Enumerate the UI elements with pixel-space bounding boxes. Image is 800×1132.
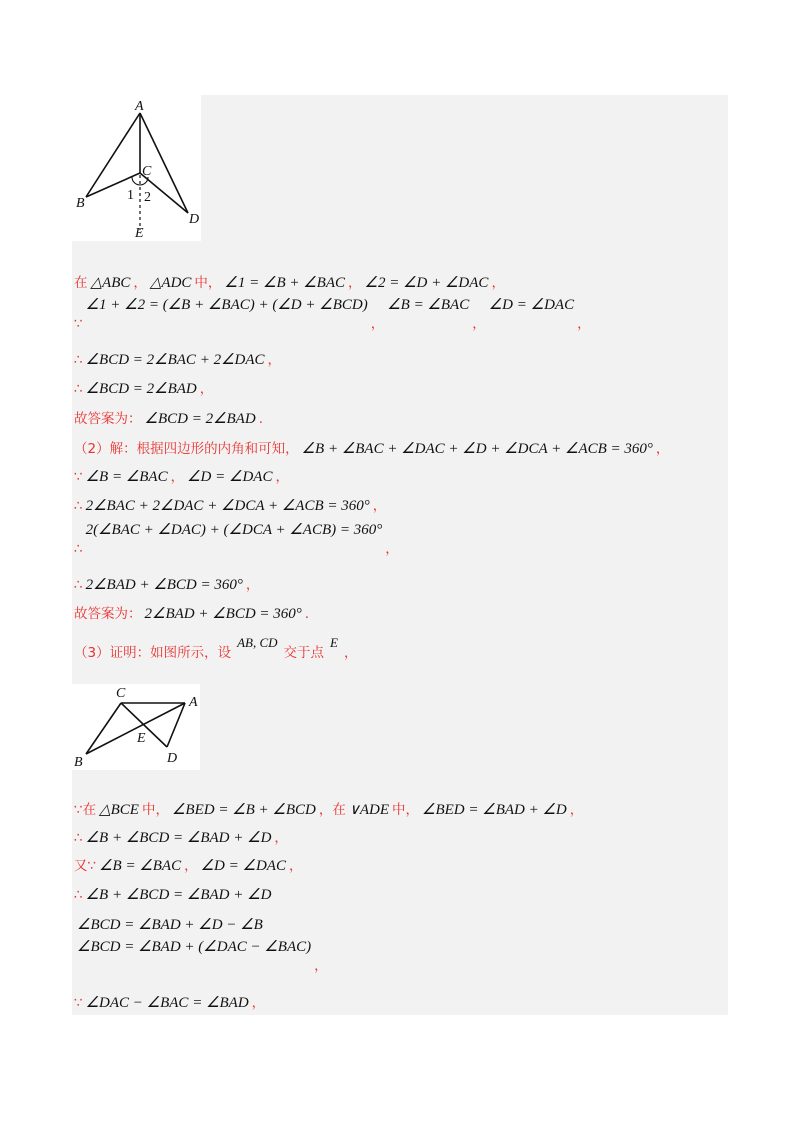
- label-E: E: [135, 226, 144, 241]
- annotation-text: 中，: [194, 275, 222, 291]
- math-expression: ∠1 = ∠B + ∠BAC: [224, 275, 346, 291]
- label-angle-1: 1: [127, 188, 134, 203]
- annotation-text: ，: [472, 316, 486, 332]
- text-line: [74, 604, 309, 624]
- math-expression: ∨ADE: [348, 802, 390, 818]
- text-line: [74, 856, 302, 876]
- text-line: [74, 496, 386, 516]
- annotation-text: ，: [275, 469, 289, 485]
- math-expression: AB, CD: [237, 635, 278, 650]
- label-A: A: [135, 99, 144, 114]
- annotation-text: ∴: [74, 830, 83, 846]
- annotation-text: ，: [348, 275, 362, 291]
- annotation-text: （3）证明：如图所示，设: [74, 645, 232, 661]
- annotation-text: ，: [251, 995, 266, 1011]
- annotation-text: ，: [370, 316, 385, 332]
- label-D: D: [189, 212, 200, 227]
- math-expression: △ADC: [149, 275, 192, 291]
- math-expression: ∠B + ∠BCD = ∠BAD + ∠D: [85, 830, 272, 846]
- math-expression: △BCE: [99, 802, 139, 818]
- text-line: [74, 575, 259, 595]
- math-expression: 2∠BAD + ∠BCD = 360°: [85, 577, 243, 593]
- math-expression: ∠B = ∠BAC: [99, 858, 182, 874]
- annotation-text: ，: [245, 577, 260, 593]
- text-line: [74, 409, 263, 429]
- math-expression: ∠BCD = 2∠BAC + 2∠DAC: [85, 352, 265, 368]
- math-expression: 2(∠BAC + ∠DAC) + (∠DCA + ∠ACB) = 360°: [85, 522, 383, 538]
- text-line: [74, 297, 591, 332]
- annotation-text: .: [258, 411, 263, 427]
- label-C: C: [116, 686, 126, 701]
- text-line: [74, 993, 265, 1013]
- text-line: [74, 915, 266, 935]
- math-expression: ∠BCD = 2∠BAD: [85, 381, 197, 397]
- math-expression: ∠D = ∠DAC: [488, 297, 575, 313]
- math-expression: ∠BCD = ∠BAD + ∠D − ∠B: [77, 917, 263, 933]
- annotation-text: 中，: [141, 802, 169, 818]
- math-expression: ∠BCD = 2∠BAD: [144, 411, 256, 427]
- figure-1: [72, 95, 201, 241]
- annotation-text: ∴: [74, 381, 83, 397]
- annotation-text: ，: [184, 858, 198, 874]
- annotation-text: ，: [344, 645, 358, 661]
- text-line: [74, 273, 505, 293]
- annotation-text: ∴: [74, 577, 83, 593]
- text-line: [74, 350, 281, 370]
- annotation-text: ∴: [74, 498, 83, 514]
- figure-2: [72, 684, 200, 770]
- math-expression: ∠1 + ∠2 = (∠B + ∠BAC) + (∠D + ∠BCD): [85, 297, 368, 313]
- math-expression: △ABC: [90, 275, 131, 291]
- math-expression: 2∠BAD + ∠BCD = 360°: [144, 606, 302, 622]
- label-angle-2: 2: [144, 190, 151, 205]
- figure-2-diagram: [72, 684, 200, 770]
- math-expression: ∠BED = ∠B + ∠BCD: [171, 802, 316, 818]
- math-expression: ∠DAC − ∠BAC = ∠BAD: [85, 995, 249, 1011]
- annotation-text: 又∵: [74, 858, 97, 874]
- annotation-text: ，: [491, 275, 505, 291]
- annotation-text: .: [304, 606, 310, 622]
- text-line: [74, 379, 213, 399]
- annotation-text: ∵: [74, 469, 83, 485]
- text-line: [74, 885, 274, 905]
- annotation-text: ∵在: [74, 802, 97, 818]
- math-expression: ∠B = ∠BAC: [85, 469, 168, 485]
- annotation-text: （2）解：根据四边形的内角和可知，: [74, 441, 299, 457]
- label-D: D: [167, 751, 178, 766]
- label-E: E: [137, 731, 146, 746]
- annotation-text: 交于点: [283, 645, 325, 661]
- annotation-text: ∴: [74, 352, 83, 368]
- annotation-text: ，: [655, 441, 670, 457]
- annotation-text: 故答案为：: [74, 606, 142, 622]
- annotation-text: ，: [577, 316, 591, 332]
- annotation-text: ，: [133, 275, 147, 291]
- annotation-text: 中，: [392, 802, 420, 818]
- annotation-text: ∴: [74, 887, 83, 903]
- annotation-text: 在: [74, 275, 88, 291]
- math-expression: ∠BED = ∠BAD + ∠D: [422, 802, 567, 818]
- text-line: [74, 939, 328, 974]
- label-B: B: [76, 196, 85, 211]
- annotation-text: ，: [569, 802, 584, 818]
- annotation-text: ∵: [74, 316, 83, 332]
- math-expression: ∠D = ∠DAC: [200, 858, 286, 874]
- math-expression: ∠B + ∠BAC + ∠DAC + ∠D + ∠DCA + ∠ACB = 360°: [301, 441, 653, 457]
- label-A: A: [189, 695, 198, 710]
- text-line: [74, 439, 669, 459]
- annotation-text: ，: [314, 958, 328, 974]
- annotation-text: ∴: [74, 541, 83, 557]
- annotation-text: 故答案为：: [74, 411, 142, 427]
- annotation-text: ∵: [74, 995, 83, 1011]
- text-line: [74, 635, 358, 663]
- label-B: B: [74, 755, 83, 770]
- annotation-text: ，: [274, 830, 288, 846]
- label-C: C: [142, 164, 152, 179]
- text-line: [74, 467, 289, 487]
- figure-1-diagram: [72, 95, 201, 241]
- annotation-text: ，: [170, 469, 185, 485]
- annotation-text: ，: [199, 381, 214, 397]
- annotation-text: ，: [385, 541, 399, 557]
- math-expression: ∠2 = ∠D + ∠DAC: [364, 275, 489, 291]
- math-expression: ∠B + ∠BCD = ∠BAD + ∠D: [85, 887, 272, 903]
- text-line: [74, 800, 583, 820]
- math-expression: ∠BCD = ∠BAD + (∠DAC − ∠BAC): [77, 939, 312, 955]
- text-line: [74, 828, 288, 848]
- annotation-text: ，在: [318, 802, 346, 818]
- text-line: [74, 522, 399, 557]
- annotation-text: ，: [372, 498, 387, 514]
- math-expression: ∠D = ∠DAC: [187, 469, 273, 485]
- annotation-text: ，: [267, 352, 282, 368]
- math-expression: 2∠BAC + 2∠DAC + ∠DCA + ∠ACB = 360°: [85, 498, 370, 514]
- math-expression: ∠B = ∠BAC: [387, 297, 470, 313]
- math-expression: E: [330, 635, 338, 650]
- annotation-text: ，: [288, 858, 303, 874]
